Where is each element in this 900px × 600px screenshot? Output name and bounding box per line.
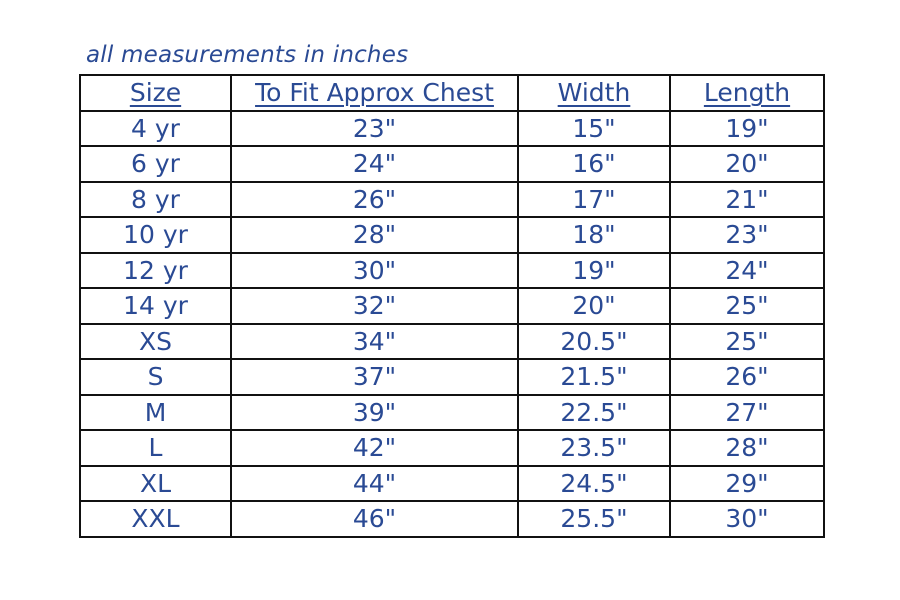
cell-width: 16" (518, 146, 670, 182)
cell-width: 18" (518, 217, 670, 253)
cell-chest: 39" (231, 395, 518, 431)
table-row (80, 217, 824, 253)
cell-chest: 37" (231, 359, 518, 395)
table-row (80, 430, 824, 466)
cell-length: 21" (670, 182, 824, 218)
cell-chest: 44" (231, 466, 518, 502)
cell-chest: 42" (231, 430, 518, 466)
table-row (80, 466, 824, 502)
cell-size: 14 yr (80, 288, 231, 324)
cell-size: M (80, 395, 231, 431)
cell-length: 25" (670, 324, 824, 360)
size-chart-body (80, 111, 824, 537)
size-chart-header (80, 75, 824, 111)
cell-length: 26" (670, 359, 824, 395)
header-width-label: Width (557, 78, 631, 108)
cell-width: 22.5" (518, 395, 670, 431)
table-row (80, 324, 824, 360)
cell-chest: 46" (231, 501, 518, 537)
cell-length: 25" (670, 288, 824, 324)
cell-chest: 28" (231, 217, 518, 253)
measurement-units-caption: all measurements in inches (86, 42, 409, 68)
cell-length: 19" (670, 111, 824, 147)
cell-size: XL (80, 466, 231, 502)
cell-chest: 30" (231, 253, 518, 289)
cell-length: 23" (670, 217, 824, 253)
cell-length: 24" (670, 253, 824, 289)
cell-size: S (80, 359, 231, 395)
header-size-label: Size (129, 78, 182, 108)
table-row (80, 501, 824, 537)
cell-chest: 32" (231, 288, 518, 324)
table-row (80, 182, 824, 218)
cell-size: L (80, 430, 231, 466)
header-size (80, 75, 231, 111)
cell-size: 4 yr (80, 111, 231, 147)
cell-size: XXL (80, 501, 231, 537)
table-row (80, 288, 824, 324)
cell-size: 6 yr (80, 146, 231, 182)
header-length-label: Length (703, 78, 791, 108)
cell-size: 10 yr (80, 217, 231, 253)
cell-length: 30" (670, 501, 824, 537)
table-row (80, 395, 824, 431)
cell-length: 28" (670, 430, 824, 466)
cell-chest: 26" (231, 182, 518, 218)
size-chart-table (79, 74, 825, 538)
cell-length: 20" (670, 146, 824, 182)
header-row (80, 75, 824, 111)
table-row (80, 111, 824, 147)
cell-size: XS (80, 324, 231, 360)
cell-width: 20.5" (518, 324, 670, 360)
table-row (80, 146, 824, 182)
cell-width: 15" (518, 111, 670, 147)
table-row (80, 253, 824, 289)
cell-width: 20" (518, 288, 670, 324)
cell-width: 24.5" (518, 466, 670, 502)
cell-width: 19" (518, 253, 670, 289)
cell-length: 29" (670, 466, 824, 502)
cell-chest: 24" (231, 146, 518, 182)
cell-size: 8 yr (80, 182, 231, 218)
cell-width: 21.5" (518, 359, 670, 395)
cell-chest: 34" (231, 324, 518, 360)
header-width (518, 75, 670, 111)
table-row (80, 359, 824, 395)
cell-size: 12 yr (80, 253, 231, 289)
header-length (670, 75, 824, 111)
cell-width: 25.5" (518, 501, 670, 537)
header-chest-label: To Fit Approx Chest (255, 78, 494, 108)
cell-width: 23.5" (518, 430, 670, 466)
cell-width: 17" (518, 182, 670, 218)
cell-length: 27" (670, 395, 824, 431)
header-chest (231, 75, 518, 111)
cell-chest: 23" (231, 111, 518, 147)
